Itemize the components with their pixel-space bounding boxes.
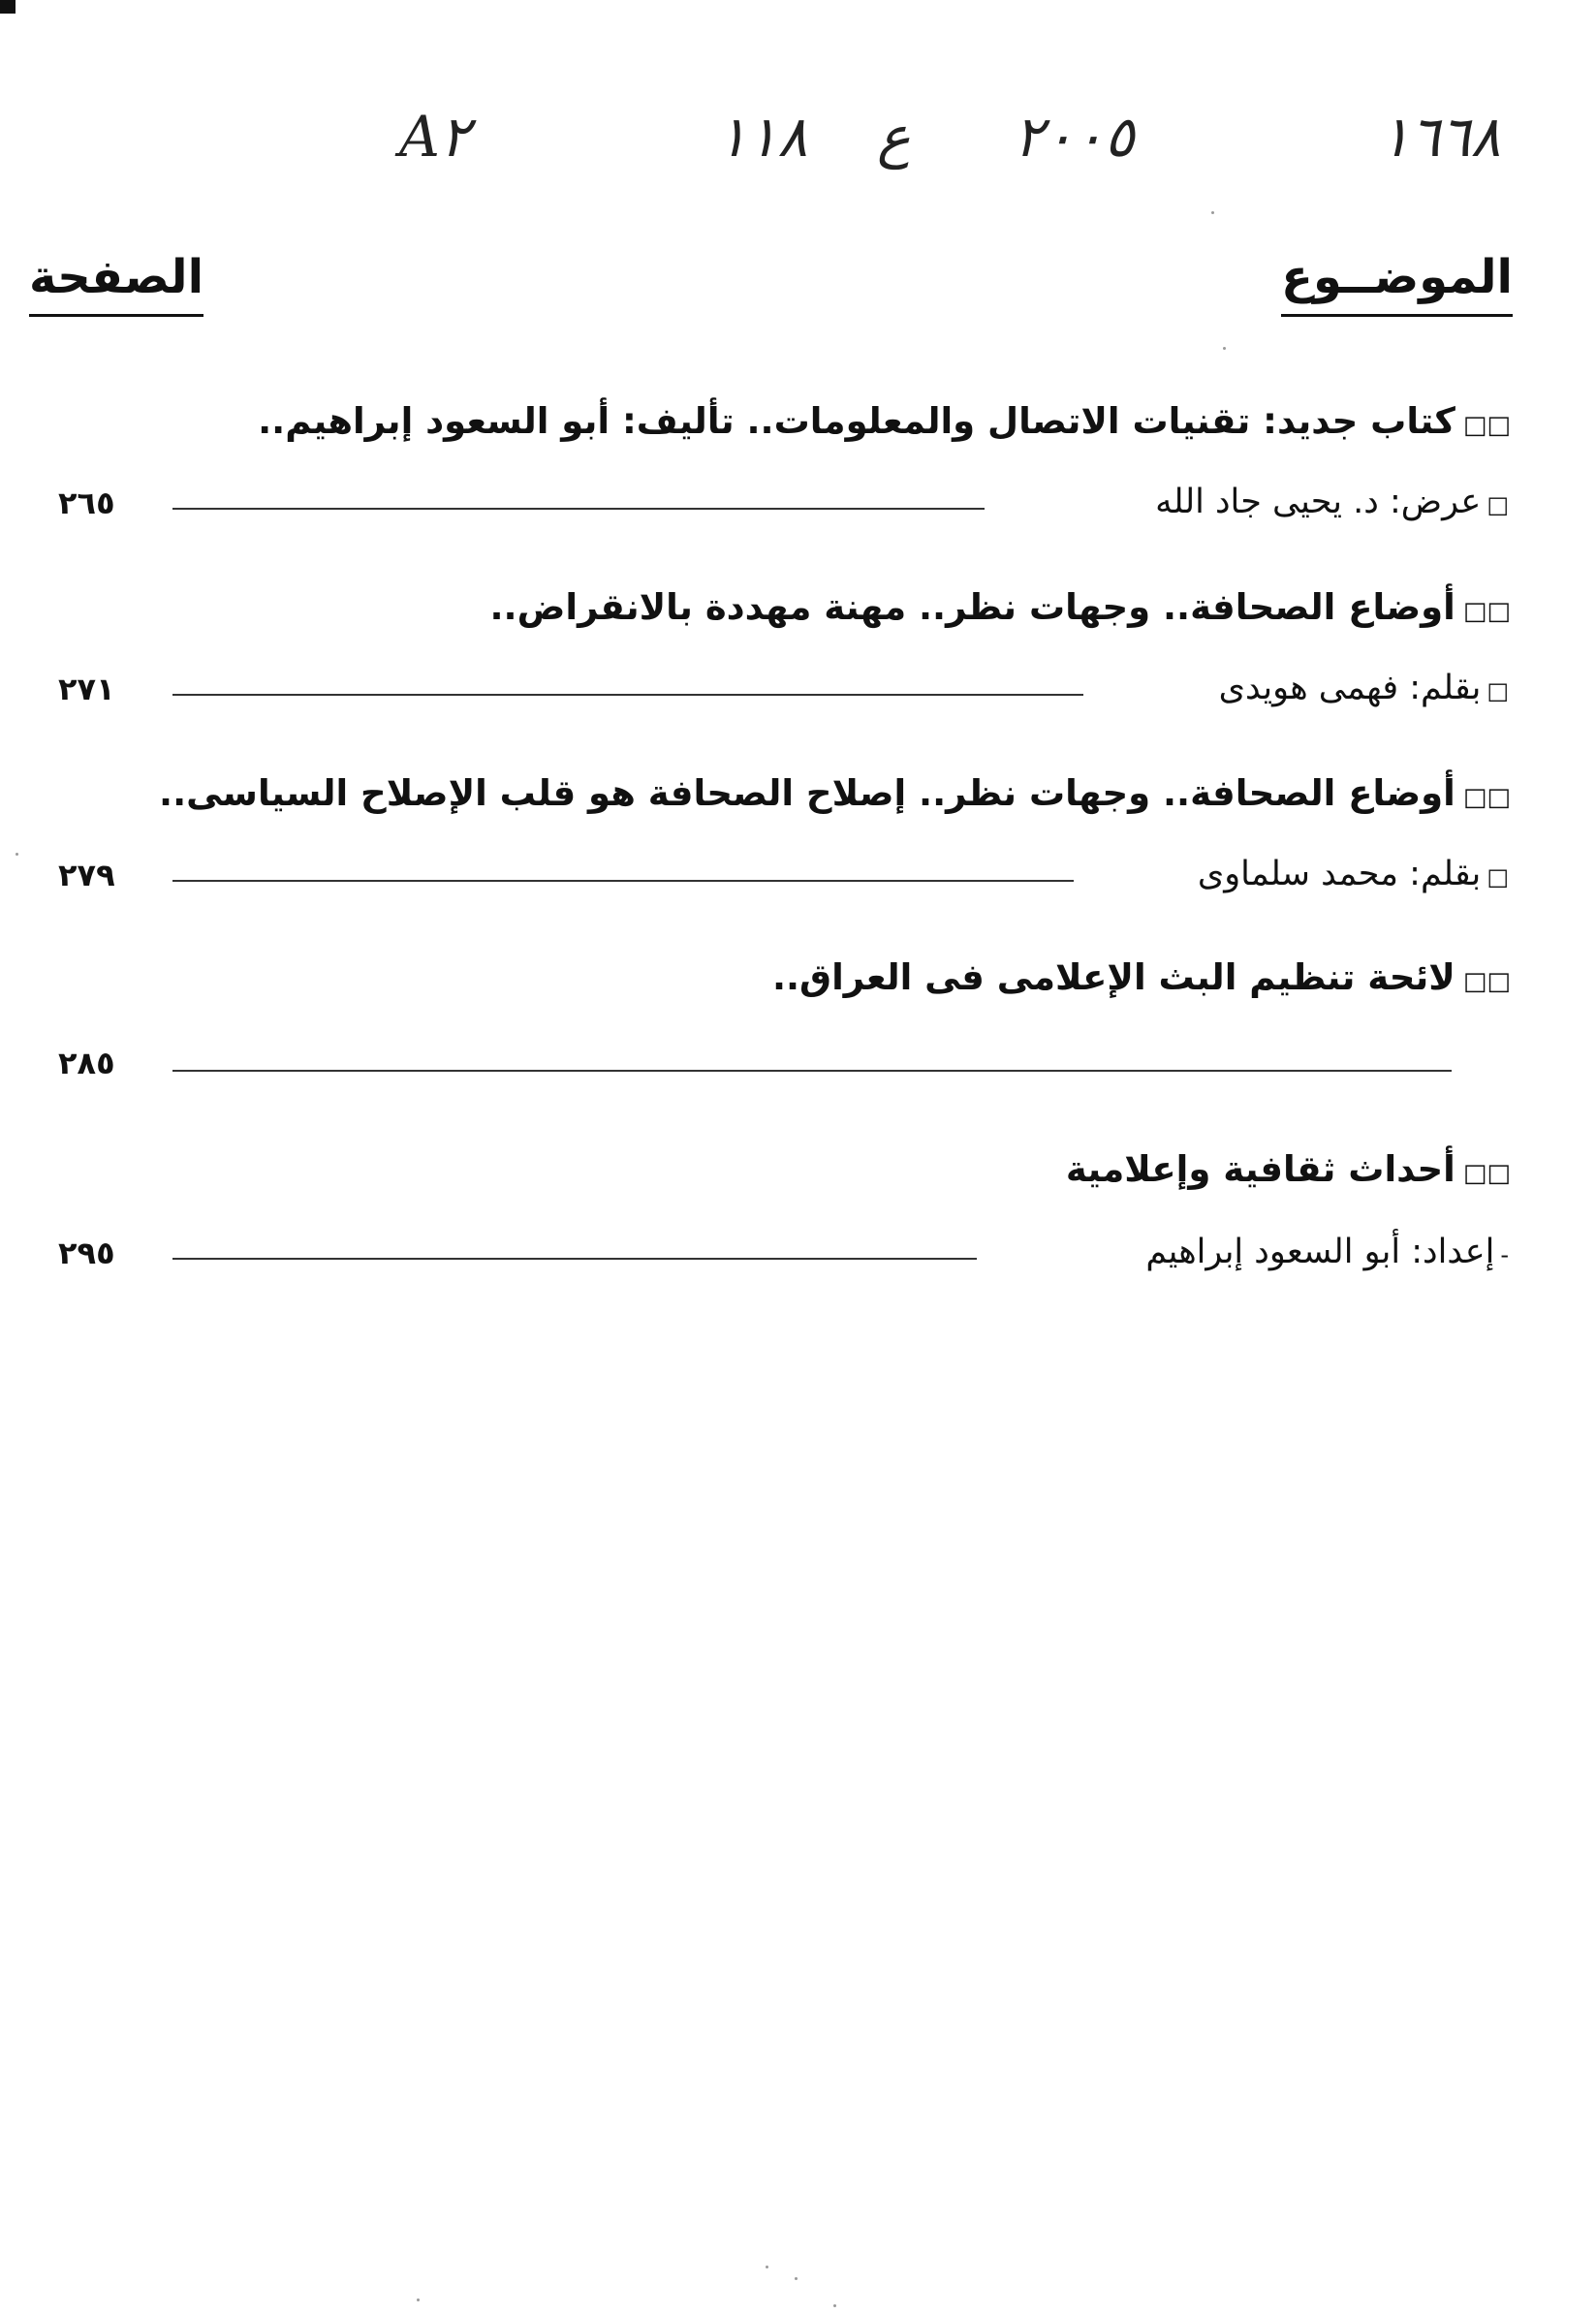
entry-author-text: إعداد: أبو السعود إبراهيم xyxy=(1145,1233,1495,1271)
square-bullet-icon: □□ xyxy=(1462,597,1511,626)
scan-speck xyxy=(795,2277,798,2280)
scan-speck xyxy=(1223,347,1226,350)
dotted-leader xyxy=(172,508,985,510)
handwritten-note-5: ١٦٦٨ xyxy=(1380,104,1501,170)
square-bullet-icon: □□ xyxy=(1462,411,1511,440)
square-bullet-icon: □□ xyxy=(1462,783,1511,812)
scan-speck xyxy=(1211,211,1214,214)
topic-heading-text: الموضــوع xyxy=(1281,250,1513,304)
entry-title-text: أحداث ثقافية وإعلامية xyxy=(1065,1148,1455,1190)
scan-speck xyxy=(766,2266,768,2268)
dotted-leader xyxy=(172,880,1074,882)
scan-speck xyxy=(417,2298,420,2301)
dotted-leader xyxy=(172,1070,1452,1072)
toc-entry-line xyxy=(58,1043,1509,1091)
entry-title-text: لائحة تنظيم البث الإعلامى فى العراق.. xyxy=(771,956,1455,998)
scan-speck xyxy=(16,853,18,856)
square-bullet-icon: □□ xyxy=(1462,967,1511,996)
entry-author-text: بقلم: محمد سلماوى xyxy=(1197,855,1482,893)
toc-entry-line xyxy=(58,483,1509,531)
page-number: ٢٧١ xyxy=(58,671,115,707)
entry-author-text: بقلم: فهمى هويدى xyxy=(1218,669,1482,707)
page-number: ٢٧٩ xyxy=(58,857,115,893)
entry-author xyxy=(1145,1233,1509,1271)
toc-entry-title xyxy=(771,956,1511,998)
toc-entry-line xyxy=(58,1233,1509,1281)
toc-entry-title xyxy=(159,772,1511,814)
page-column-heading xyxy=(29,250,203,317)
page-number: ٢٩٥ xyxy=(58,1235,115,1271)
entry-author-text: عرض: د. يحيى جاد الله xyxy=(1155,483,1482,521)
entry-author xyxy=(1219,669,1509,707)
square-bullet-icon: □□ xyxy=(1462,1159,1511,1188)
page-number: ٢٦٥ xyxy=(58,485,115,521)
entry-author xyxy=(1198,855,1509,893)
toc-entry-title xyxy=(489,586,1512,628)
toc-entry-title xyxy=(258,400,1511,442)
page-number: ٢٨٥ xyxy=(58,1045,115,1081)
entry-author xyxy=(1155,483,1509,521)
dash-bullet-icon: - xyxy=(1500,1241,1509,1268)
page-heading-underline xyxy=(29,314,203,317)
square-bullet-icon: □ xyxy=(1486,863,1509,891)
scan-corner-mark xyxy=(0,0,16,14)
page-heading-text: الصفحة xyxy=(29,250,204,304)
toc-entry-line xyxy=(58,669,1509,717)
entry-title-text: أوضاع الصحافة.. وجهات نظر.. إصلاح الصحافة هو قلب الإصلاح السياسى.. xyxy=(159,772,1455,814)
handwritten-note-3: ع xyxy=(877,104,911,170)
entry-title-text: كتاب جديد: تقنيات الاتصال والمعلومات.. تأليف: أبو السعود إبراهيم.. xyxy=(258,400,1455,442)
topic-column-heading xyxy=(1281,250,1513,317)
handwritten-note-4: ٢٠٠٥ xyxy=(1014,104,1135,170)
toc-entry-title xyxy=(1065,1148,1511,1190)
square-bullet-icon: □ xyxy=(1486,491,1509,518)
handwritten-note-2: ١١٨ xyxy=(717,104,808,170)
dotted-leader xyxy=(172,1258,977,1260)
square-bullet-icon: □ xyxy=(1486,677,1509,704)
scan-speck xyxy=(833,2304,836,2307)
dotted-leader xyxy=(172,694,1083,696)
topic-heading-underline xyxy=(1281,314,1513,317)
entry-title-text: أوضاع الصحافة.. وجهات نظر.. مهنة مهددة بالانقراض.. xyxy=(489,586,1455,628)
toc-entry-line xyxy=(58,855,1509,903)
handwritten-note-1: A٢ xyxy=(399,104,471,170)
